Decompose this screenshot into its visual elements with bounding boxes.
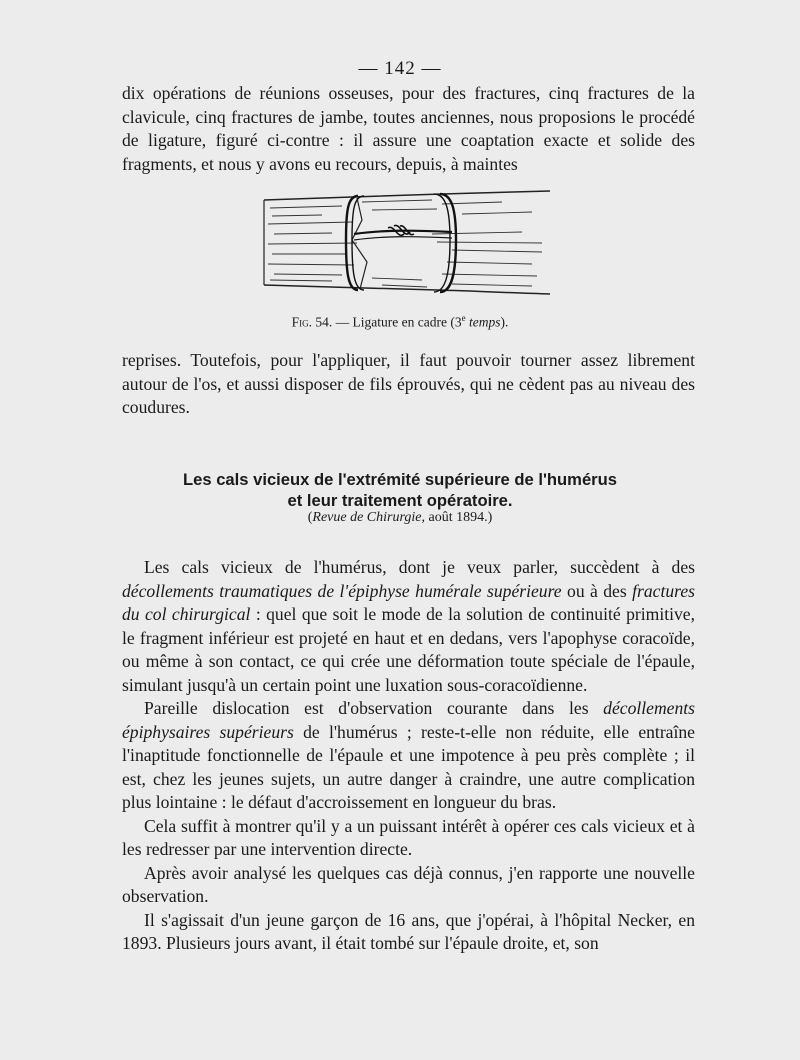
paragraph-after-figure (122, 349, 695, 420)
p1-italic-d: fractures du col chirurgical (122, 580, 695, 624)
p2-italic-b: décollements épiphysaires supérieurs (122, 698, 695, 742)
paragraph-5: Il s'agissait d'un jeune garçon de 16 ans, que j'opérai, à l'hôpital Necker, en 1893. Plusieurs jours avant, il était tombé sur l'épaule droite, et, son (122, 909, 695, 953)
paragraph-top (122, 82, 695, 176)
paragraph-1 (122, 556, 695, 697)
paragraph-3: Cela suffit à montrer qu'il y a un puissant intérêt à opérer ces cals vicieux et à les redresser par une intervention directe. (122, 815, 695, 859)
p1-text-e: : quel que soit le mode de la solution de continuité primitive, le fragment inférieur est projeté en haut et en dedans, vers l'apophyse coracoïde, ou même à son contact, ce qui crée une déformation toute spéciale de l'épaule, simulant jusqu'à un certain point une luxation sous-coracoïdienne. (122, 604, 695, 695)
p1-italic-b: décollements traumatiques de l'épiphyse humérale supérieure (122, 580, 562, 601)
figure-label: Fig. 54. (291, 314, 333, 330)
paragraph-after-figure-text: reprises. Toutefois, pour l'appliquer, il faut pouvoir tourner assez librement autour de l'os, et aussi disposer de fils éprouvés, qui ne cèdent pas au niveau des coudures. (122, 350, 695, 417)
figure-caption-sup: e (461, 313, 466, 323)
section-heading-line1: Les cals vicieux de l'extrémité supérieure de l'humérus (183, 470, 617, 489)
p2-text-a: Pareille dislocation est d'observation courante dans les (144, 698, 604, 718)
p2-text-c: de l'humérus ; reste-t-elle non réduite, elle entraîne l'inaptitude fonctionnelle de l'épaule et une impotence à peu près complète ; il est, chez les jeunes sujets, un autre danger à craindre, une autre complication plus lointaine : le défaut d'accroissement en longueur du bras. (122, 721, 695, 812)
figure-caption (0, 313, 800, 331)
figure-caption-italic: temps (468, 314, 501, 330)
paragraph-4: Après avoir analysé les quelques cas déjà connus, j'en rapporte une nouvelle observation. (122, 862, 695, 906)
p1-text-c: ou à des (561, 580, 633, 601)
figure-caption-text: — Ligature en cadre (3 (335, 314, 462, 330)
figure-caption-end: ). (500, 314, 509, 330)
body-text (122, 556, 695, 956)
paragraph-2 (122, 697, 695, 815)
section-source (0, 510, 800, 526)
page-number: — 142 — (358, 58, 442, 79)
p1-text-a: Les cals vicieux de l'humérus, dont je veux parler, succèdent à des (144, 557, 695, 577)
paragraph-top-text: dix opérations de réunions osseuses, pour des fractures, cinq fractures de la clavicule, cinq fractures de jambe, toutes anciennes, nous proposions le procédé de ligature, figuré ci-contre : il assure une coaptation exacte et solide des fragments, et nous y avons eu recours, depuis, à maintes (122, 83, 695, 174)
source-open: ( (307, 510, 313, 525)
section-heading-line2: et leur traitement opératoire. (287, 491, 513, 510)
source-date: août 1894.) (425, 510, 493, 525)
source-journal: Revue de Chirurgie, (312, 510, 426, 525)
ligature-figure-illustration (262, 190, 552, 298)
